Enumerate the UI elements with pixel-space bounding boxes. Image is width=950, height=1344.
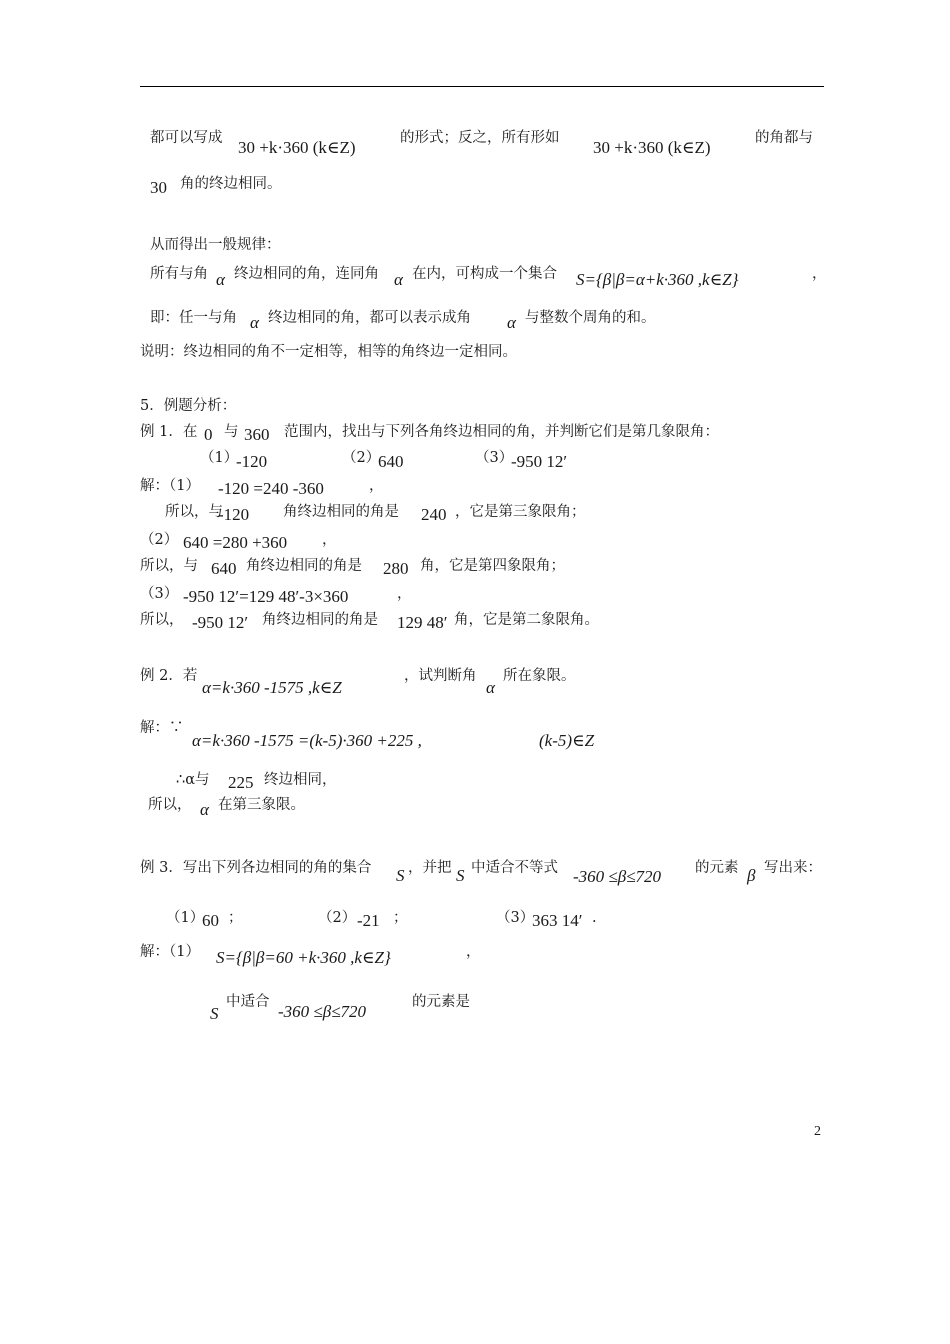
- math-expression: 640: [378, 452, 404, 471]
- math-expression: -21: [357, 911, 380, 930]
- math-expression: S={β|β=60 +k·360 ,k∈Z}: [216, 948, 391, 967]
- text-line: ，: [397, 586, 412, 602]
- math-expression: -950 12′: [192, 613, 249, 632]
- math-expression: 129 48′: [397, 613, 448, 632]
- math-expression: β: [747, 866, 756, 885]
- text-line: ，: [466, 944, 481, 960]
- header-rule: [140, 86, 824, 87]
- text-line: 所以，: [148, 797, 192, 813]
- text-line: 终边相同，: [264, 772, 337, 788]
- text-line: ，: [322, 532, 337, 548]
- text-line: （3）: [496, 910, 535, 926]
- math-expression: -120: [236, 452, 268, 471]
- math-expression: α=k·360 -1575 =(k-5)·360 +225 ,: [192, 731, 422, 750]
- text-line: ，并把: [408, 860, 452, 876]
- text-line: 角，它是第四象限角；: [420, 558, 565, 574]
- text-line: 解：∵: [140, 720, 184, 736]
- text-line: ；: [228, 910, 243, 926]
- text-line: 与整数个周角的和。: [525, 310, 656, 326]
- text-line: （1）: [166, 910, 205, 926]
- math-expression: 280: [383, 559, 409, 578]
- text-line: 所以，与: [140, 558, 198, 574]
- math-expression: 363 14′: [532, 911, 583, 930]
- text-line: ；: [393, 910, 408, 926]
- math-expression: -120 =240 -360: [218, 479, 324, 498]
- text-line: 与: [224, 424, 239, 440]
- math-expression: S: [456, 866, 465, 885]
- text-line: 所以，: [140, 612, 184, 628]
- math-expression: 60: [202, 911, 219, 930]
- math-expression: 240: [421, 505, 447, 524]
- math-expression: -950 12′=129 48′-3×360: [183, 587, 349, 606]
- text-line: 的角都与: [755, 130, 813, 146]
- text-line: 解：（1）: [140, 478, 200, 494]
- text-line: 说明：终边相同的角不一定相等，相等的角终边一定相同。: [140, 344, 517, 360]
- text-line: ，: [812, 266, 827, 282]
- text-line: 角终边相同的角是: [283, 504, 399, 520]
- math-expression: 0: [204, 425, 213, 444]
- text-line: 中适合不等式: [471, 860, 558, 876]
- math-expression: S: [210, 1004, 219, 1023]
- math-expression: 30 +k·360 (k∈Z): [238, 138, 356, 157]
- math-expression: (k-5)∈Z: [539, 731, 595, 750]
- text-line: 角终边相同的角是: [262, 612, 378, 628]
- math-expression: 225: [228, 773, 254, 792]
- text-line: 所以，与: [165, 504, 223, 520]
- text-line: 从而得出一般规律：: [150, 237, 281, 253]
- text-line: 范围内，找出与下列各角终边相同的角，并判断它们是第几象限角：: [284, 424, 719, 440]
- text-line: 终边相同的角，都可以表示成角: [268, 310, 471, 326]
- text-line: 例 2．若: [140, 668, 198, 684]
- text-line: 解：（1）: [140, 944, 200, 960]
- text-line: 的形式；反之，所有形如: [400, 130, 560, 146]
- text-line: 写出来：: [764, 860, 822, 876]
- math-expression: S={β|β=α+k·360 ,k∈Z}: [576, 270, 739, 289]
- text-line: 例 1．在: [140, 424, 198, 440]
- text-line: ，它是第三象限角；: [455, 504, 586, 520]
- text-line: 角的终边相同。: [180, 176, 282, 192]
- math-expression: 30 +k·360 (k∈Z): [593, 138, 711, 157]
- text-line: 角终边相同的角是: [246, 558, 362, 574]
- math-expression: 360: [244, 425, 270, 444]
- math-expression: α: [216, 270, 225, 289]
- text-line: ，: [369, 478, 384, 494]
- page-number: 2: [814, 1124, 821, 1139]
- math-expression: α: [250, 313, 259, 332]
- text-line: ∴α与: [176, 772, 210, 788]
- text-line: 中适合: [226, 994, 270, 1010]
- text-line: 即：任一与角: [150, 310, 237, 326]
- math-expression: -120: [218, 505, 250, 524]
- text-line: 的元素是: [412, 994, 470, 1010]
- math-expression: -360 ≤β≤720: [278, 1002, 367, 1021]
- text-line: 所有与角: [150, 266, 208, 282]
- text-line: 角，它是第二象限角。: [454, 612, 599, 628]
- text-line: （1）: [200, 450, 239, 466]
- math-expression: 640: [211, 559, 237, 578]
- math-expression: α: [507, 313, 516, 332]
- text-line: （2）: [318, 910, 357, 926]
- text-line: 终边相同的角，连同角: [234, 266, 379, 282]
- text-line: （3）: [140, 586, 179, 602]
- text-line: ，试判断角: [404, 668, 477, 684]
- text-line: 5．例题分析：: [140, 398, 237, 414]
- math-expression: α: [486, 678, 495, 697]
- text-line: （2）: [140, 532, 179, 548]
- math-expression: α: [200, 800, 209, 819]
- math-expression: α=k·360 -1575 ,k∈Z: [202, 678, 342, 697]
- text-line: 在第三象限。: [218, 797, 305, 813]
- text-line: 在内，可构成一个集合: [412, 266, 557, 282]
- math-expression: α: [394, 270, 403, 289]
- text-line: （2）: [342, 450, 381, 466]
- math-expression: 640 =280 +360: [183, 533, 288, 552]
- text-line: （3）: [475, 450, 514, 466]
- text-line: .: [592, 910, 597, 926]
- math-expression: -360 ≤β≤720: [573, 867, 662, 886]
- math-expression: 30: [150, 178, 167, 197]
- math-expression: -950 12′: [511, 452, 568, 471]
- text-line: 都可以写成: [150, 130, 223, 146]
- text-line: 的元素: [695, 860, 739, 876]
- text-line: 例 3．写出下列各边相同的角的集合: [140, 860, 372, 876]
- text-line: 所在象限。: [503, 668, 576, 684]
- math-expression: S: [396, 866, 405, 885]
